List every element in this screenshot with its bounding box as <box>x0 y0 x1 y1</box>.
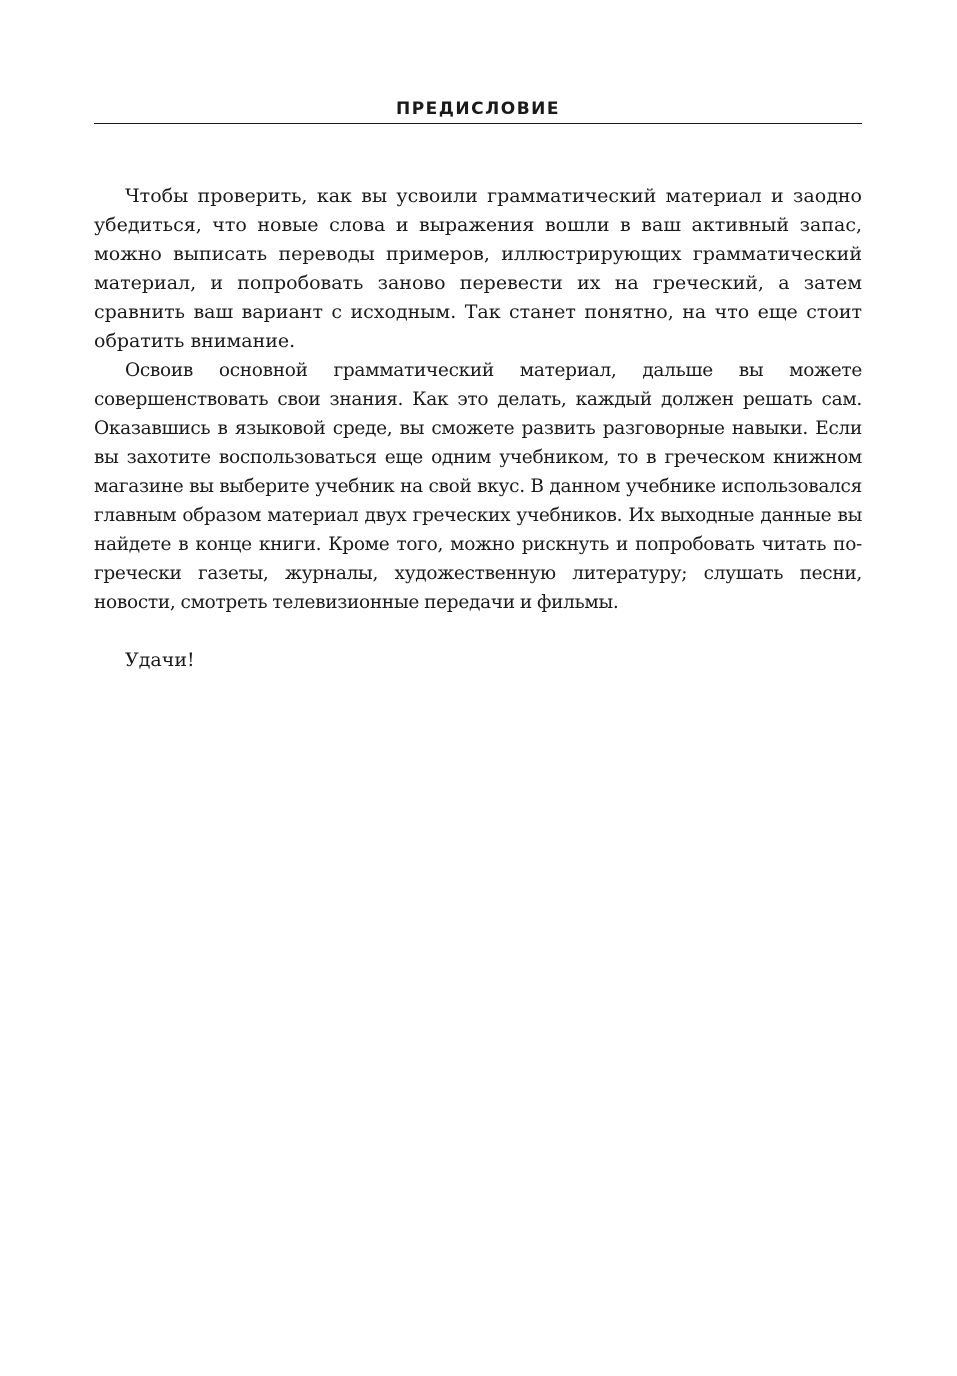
paragraph-2: Освоив основной грамматический материал, дальше вы можете совершенствовать свои знания. Как это делать, каждый должен решать сам. Оказавшись в языковой среде, вы сможете развить разговорные навыки. Если вы захотите воспользоваться еще одним учебником, то в греческом книжном магазине вы выберите учебник на свой вкус. В данном учебнике использовался главным образом материал двух греческих учебников. Их выходные данные вы найдете в конце книги. Кроме того, можно рискнуть и попробовать читать по-гречески газеты, журналы, художественную литературу; слушать песни, новости, смотреть телевизионные передачи и фильмы. <box>94 360 862 613</box>
running-head <box>94 96 862 124</box>
paragraph-1: Чтобы проверить, как вы усвоили грамматический материал и заодно убедиться, что новые слова и выражения вошли в ваш активный запас, можно выписать переводы примеров, иллюстрирующих грамматический материал, и попробовать заново перевести их на греческий, а затем сравнить ваш вариант с исходным. Так станет понятно, на что еще стоит обратить внимание. <box>94 185 862 352</box>
closing-line: Удачи! <box>125 649 195 671</box>
body-text <box>94 182 862 675</box>
running-head-title: ПРЕДИСЛОВИЕ <box>395 99 560 119</box>
